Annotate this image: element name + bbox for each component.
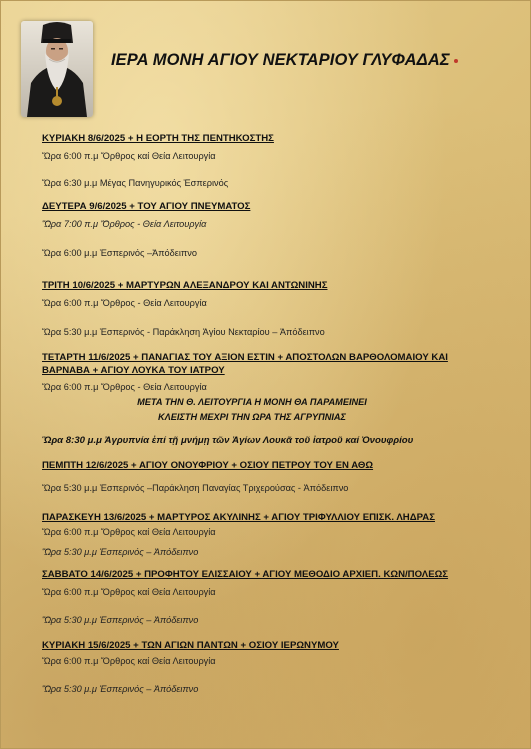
day-title: ΠΑΡΑΣΚΕΥΗ 13/6/2025 + ΜΑΡΤΥΡΟΣ ΑΚΥΛΙΝΗΣ + ΑΓΙΟΥ ΤΡΙΦΥΛΛΙΟΥ ΕΠΙΣΚ. ΛΗΔΡΑΣ [42,512,435,523]
service-line: Ὥρα 6:00 π.μ Ὄρθρος - Θεία Λειτουργία [42,382,207,392]
vigil-line: Ὥρα 8:30 μ.μ Ἀγρυπνία ἐπί τῇ μνήμῃ τῶν Ἁγίων Λουκᾶ τοῦ ἰατροῦ καί Ὀνουφρίου [42,435,414,446]
service-line: Ὥρα 6:00 π.μ Ὄρθρος - Θεία Λειτουργία [42,298,207,308]
service-line: Ὥρα 7:00 π.μ Ὄρθρος - Θεία Λειτουργία [42,219,207,229]
service-line: Ὥρα 5:30 μ.μ Ἑσπερινός – Ἀπόδειπνο [42,684,199,694]
day-monday-9 [42,200,512,279]
schedule-content [42,132,512,699]
monastery-title-text: ΙΕΡΑ ΜΟΝΗ ΑΓΙΟΥ ΝΕΚΤΑΡΙΟΥ ΓΛΥΦΑΔΑΣ [111,51,450,69]
saint-portrait-image [21,21,93,117]
day-title: ΚΥΡΙΑΚΗ 15/6/2025 + ΤΩΝ ΑΓΙΩΝ ΠΑΝΤΩΝ + ΟΣΙΟΥ ΙΕΡΩΝΥΜΟΥ [42,640,339,651]
day-wednesday-11 [42,351,512,459]
day-thursday-12 [42,459,512,511]
service-line: Ὥρα 6:00 π.μ Ὄρθρος καί Θεία Λειτουργία [42,587,216,597]
service-line: Ὥρα 6:00 μ.μ Ἑσπερινός –Ἀπόδειπνο [42,248,197,258]
day-title: ΠΕΜΠΤΗ 12/6/2025 + ΑΓΙΟΥ ΟΝΟΥΦΡΙΟΥ + ΟΣΙΟΥ ΠΕΤΡΟΥ ΤΟΥ ΕΝ ΑΘΩ [42,460,374,471]
service-line: Ὥρα 6:00 π.μ Ὄρθρος καί Θεία Λειτουργία [42,151,216,161]
service-line: Ὥρα 5:30 μ.μ Ἑσπερινός – Ἀπόδειπνο [42,547,199,557]
day-sunday-15 [42,639,512,699]
service-line: Ὥρα 6:00 π.μ Ὄρθρος καί Θεία Λειτουργία [42,527,216,537]
day-title: ΤΕΤΑΡΤΗ 11/6/2025 + ΠΑΝΑΓΙΑΣ ΤΟΥ ΑΞΙΟΝ ΕΣΤΙΝ + ΑΠΟΣΤΟΛΩΝ ΒΑΡΘΟΛΟΜΑΙΟΥ ΚΑΙ ΒΑΡΝΑΒΑ + ΑΓΙΟΥ ΛΟΥΚΑ ΤΟΥ ΙΑΤΡΟΥ [42,352,448,376]
decorative-dot [454,59,458,63]
day-title: ΚΥΡΙΑΚΗ 8/6/2025 + Η ΕΟΡΤΗ ΤΗΣ ΠΕΝΤΗΚΟΣΤΗΣ [42,133,274,144]
day-sunday-8 [42,132,512,200]
day-friday-13 [42,511,512,568]
day-tuesday-10 [42,279,512,351]
service-line: Ὥρα 5:30 μ.μ Ἑσπερινός – Ἀπόδειπνο [42,615,199,625]
service-line: Ὥρα 5:30 μ.μ Ἑσπερινός –Παράκληση Παναγίας Τριχερούσας - Ἀπόδειπνο [42,483,349,493]
service-line: Ὥρα 6:30 μ.μ Μέγας Πανηγυρικός Ἑσπερινός [42,178,229,188]
service-line: Ὥρα 5:30 μ.μ Ἑσπερινός - Παράκληση Ἁγίου Νεκταρίου – Ἀπόδειπνο [42,327,325,337]
monastery-title [111,51,511,70]
closure-notice-line: ΜΕΤΑ ΤΗΝ Θ. ΛΕΙΤΟΥΡΓΙΑ Η ΜΟΝΗ ΘΑ ΠΑΡΑΜΕΙΝΕΙ [137,397,367,407]
day-title: ΤΡΙΤΗ 10/6/2025 + ΜΑΡΤΥΡΩΝ ΑΛΕΞΑΝΔΡΟΥ ΚΑΙ ΑΝΤΩΝΙΝΗΣ [42,280,328,291]
closure-notice-line: ΚΛΕΙΣΤΗ ΜΕΧΡΙ ΤΗΝ ΩΡΑ ΤΗΣ ΑΓΡΥΠΝΙΑΣ [158,412,346,422]
day-title: ΣΑΒΒΑΤΟ 14/6/2025 + ΠΡΟΦΗΤΟΥ ΕΛΙΣΣΑΙΟΥ + ΑΓΙΟΥ ΜΕΘΟΔΙΟ ΑΡΧΙΕΠ. ΚΩΝ/ΠΟΛΕΩΣ [42,569,449,580]
day-saturday-14 [42,568,512,639]
day-title: ΔΕΥΤΕΡΑ 9/6/2025 + ΤΟΥ ΑΓΙΟΥ ΠΝΕΥΜΑΤΟΣ [42,201,251,212]
service-line: Ὥρα 6:00 π.μ Ὄρθρος καί Θεία Λειτουργία [42,656,216,666]
